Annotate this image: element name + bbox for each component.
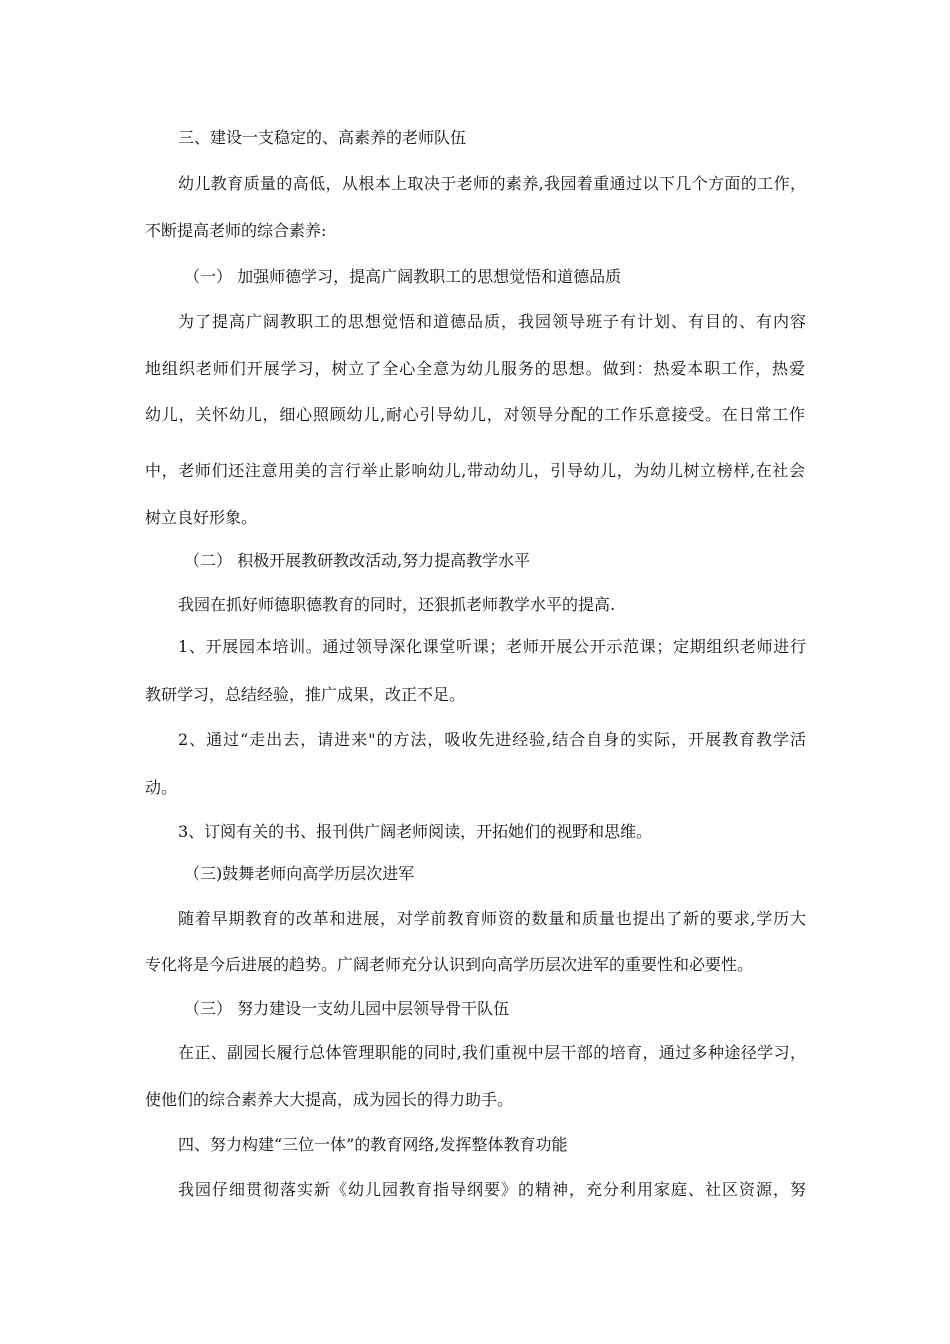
subsection-heading-2: （二） 积极开展教研教改活动,努力提高教学水平 bbox=[184, 551, 531, 570]
paragraph-line: 幼儿教育质量的高低，从根本上取决于老师的素养,我园着重通过以下几个方面的工作， bbox=[178, 174, 806, 193]
list-item-2: 2、通过“走出去，请进来"的方法，吸收先进经验,结合自身的实际，开展教育教学活 bbox=[178, 730, 806, 749]
paragraph-line: 专化将是今后进展的趋势。广阔老师充分认识到向高学历层次进军的重要性和必要性。 bbox=[145, 955, 754, 974]
paragraph-line: 树立良好形象。 bbox=[145, 508, 258, 527]
paragraph-line: 动。 bbox=[145, 778, 178, 797]
paragraph-line: 在正、副园长履行总体管理职能的同时,我们重视中层干部的培育，通过多种途径学习， bbox=[178, 1043, 806, 1062]
paragraph-line: 中，老师们还注意用美的言行举止影响幼儿,带动幼儿，引导幼儿，为幼儿树立榜样,在社会 bbox=[145, 461, 805, 480]
section-heading-3: 三、建设一支稳定的、高素养的老师队伍 bbox=[178, 128, 467, 147]
subsection-heading-3b: （三） 努力建设一支幼儿园中层领导骨干队伍 bbox=[184, 999, 510, 1018]
paragraph-line: 我园在抓好师德职德教育的同时，还狠抓老师教学水平的提高. bbox=[178, 595, 616, 614]
paragraph-line: 不断提高老师的综合素养: bbox=[145, 221, 327, 240]
paragraph-line: 为了提高广阔教职工的思想觉悟和道德品质，我园领导班子有计划、有目的、有内容 bbox=[178, 312, 806, 331]
paragraph-line: 教研学习，总结经验，推广成果，改正不足。 bbox=[145, 685, 466, 704]
section-heading-4: 四、努力构建“三位一体”的教育网络,发挥整体教育功能 bbox=[178, 1135, 568, 1154]
paragraph-line: 地组织老师们开展学习，树立了全心全意为幼儿服务的思想。做到：热爱本职工作，热爱 bbox=[145, 359, 805, 378]
paragraph-line: 幼儿，关怀幼儿，细心照顾幼儿,耐心引导幼儿，对领导分配的工作乐意接受。在日常工作 bbox=[145, 405, 805, 424]
paragraph-line: 随着早期教育的改革和进展，对学前教育师资的数量和质量也提出了新的要求,学历大 bbox=[178, 909, 806, 928]
subsection-heading-3a: （三)鼓舞老师向高学历层次进军 bbox=[184, 864, 415, 883]
list-item-1: 1、开展园本培训。通过领导深化课堂听课；老师开展公开示范课；定期组织老师进行 bbox=[178, 637, 806, 656]
paragraph-line: 使他们的综合素养大大提高，成为园长的得力助手。 bbox=[145, 1090, 514, 1109]
paragraph-line: 我园仔细贯彻落实新《幼儿园教育指导纲要》的精神，充分利用家庭、社区资源，努 bbox=[178, 1180, 806, 1199]
subsection-heading-1: （一） 加强师德学习，提高广阔教职工的思想觉悟和道德品质 bbox=[184, 267, 622, 286]
list-item-3: 3、订阅有关的书、报刊供广阔老师阅读，开拓她们的视野和思维。 bbox=[178, 822, 653, 841]
